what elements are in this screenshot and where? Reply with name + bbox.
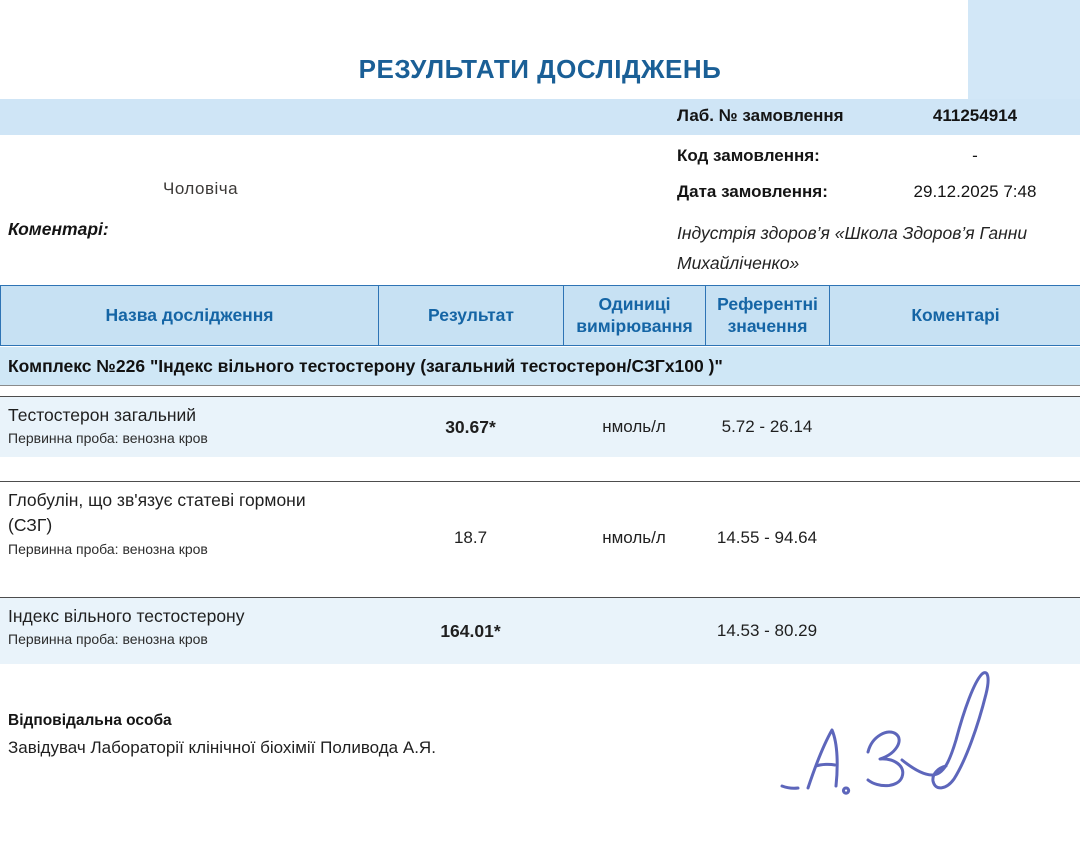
table-row bbox=[0, 396, 1080, 457]
reference-range: 14.53 - 80.29 bbox=[716, 621, 818, 640]
complex-section-header: Комплекс №226 "Індекс вільного тестостерону (загальний тестостерон/СЗГх100 )" bbox=[0, 347, 1080, 386]
order-code-label: Код замовлення: bbox=[677, 146, 820, 165]
result-value: 18.7 bbox=[453, 528, 488, 547]
table-row bbox=[0, 481, 1080, 594]
page-title: РЕЗУЛЬТАТИ ДОСЛІДЖЕНЬ bbox=[358, 54, 722, 84]
clinic-name: Індустрія здоров’я «Школа Здоров’я Ганни Михайліченко» bbox=[677, 223, 1028, 274]
units-value: нмоль/л bbox=[602, 417, 666, 436]
sample-type: Первинна проба: венозна кров bbox=[8, 540, 208, 557]
comment-cell bbox=[829, 598, 1080, 664]
sample-type: Первинна проба: венозна кров bbox=[8, 430, 208, 447]
order-date-label: Дата замовлення: bbox=[677, 182, 828, 201]
order-date-value: 29.12.2025 7:48 bbox=[913, 182, 1037, 201]
responsible-person-label: Відповідальна особа bbox=[8, 712, 172, 729]
result-value: 30.67* bbox=[445, 416, 496, 437]
test-name: Глобулін, що зв'язує статеві гормони (СЗГ) bbox=[8, 490, 306, 536]
comments-label: Коментарі: bbox=[8, 219, 109, 239]
signature-icon bbox=[768, 662, 1008, 812]
column-header-result: Результат bbox=[379, 286, 564, 345]
column-header-comments: Коментарі bbox=[830, 286, 1080, 345]
table-row bbox=[0, 597, 1080, 664]
column-header-reference: Референтні значення bbox=[706, 286, 830, 345]
result-value: 164.01* bbox=[440, 620, 501, 641]
column-header-units: Одиниці вимірювання bbox=[564, 286, 706, 345]
column-header-test-name: Назва дослідження bbox=[1, 286, 379, 345]
reference-range: 5.72 - 26.14 bbox=[721, 417, 813, 436]
lab-number-band bbox=[0, 99, 1080, 135]
responsible-person-name: Завідувач Лабораторії клінічної біохімії Поливода А.Я. bbox=[8, 738, 436, 757]
test-name: Тестостерон загальний bbox=[8, 405, 197, 425]
comment-cell bbox=[829, 397, 1080, 457]
results-table-header bbox=[0, 285, 1080, 346]
order-code-value: - bbox=[972, 146, 978, 165]
test-name-cell bbox=[0, 397, 378, 457]
test-name: Індекс вільного тестостерону bbox=[8, 606, 245, 626]
comment-cell bbox=[829, 482, 1080, 594]
test-name-cell bbox=[0, 598, 378, 664]
units-value bbox=[563, 598, 705, 664]
lab-number-label: Лаб. № замовлення bbox=[677, 106, 844, 125]
patient-gender: Чоловіча bbox=[163, 179, 239, 198]
lab-number-value: 411254914 bbox=[932, 106, 1018, 125]
sample-type: Первинна проба: венозна кров bbox=[8, 631, 208, 648]
test-name-cell bbox=[0, 482, 378, 594]
units-value: нмоль/л bbox=[602, 528, 666, 547]
reference-range: 14.55 - 94.64 bbox=[716, 528, 818, 547]
